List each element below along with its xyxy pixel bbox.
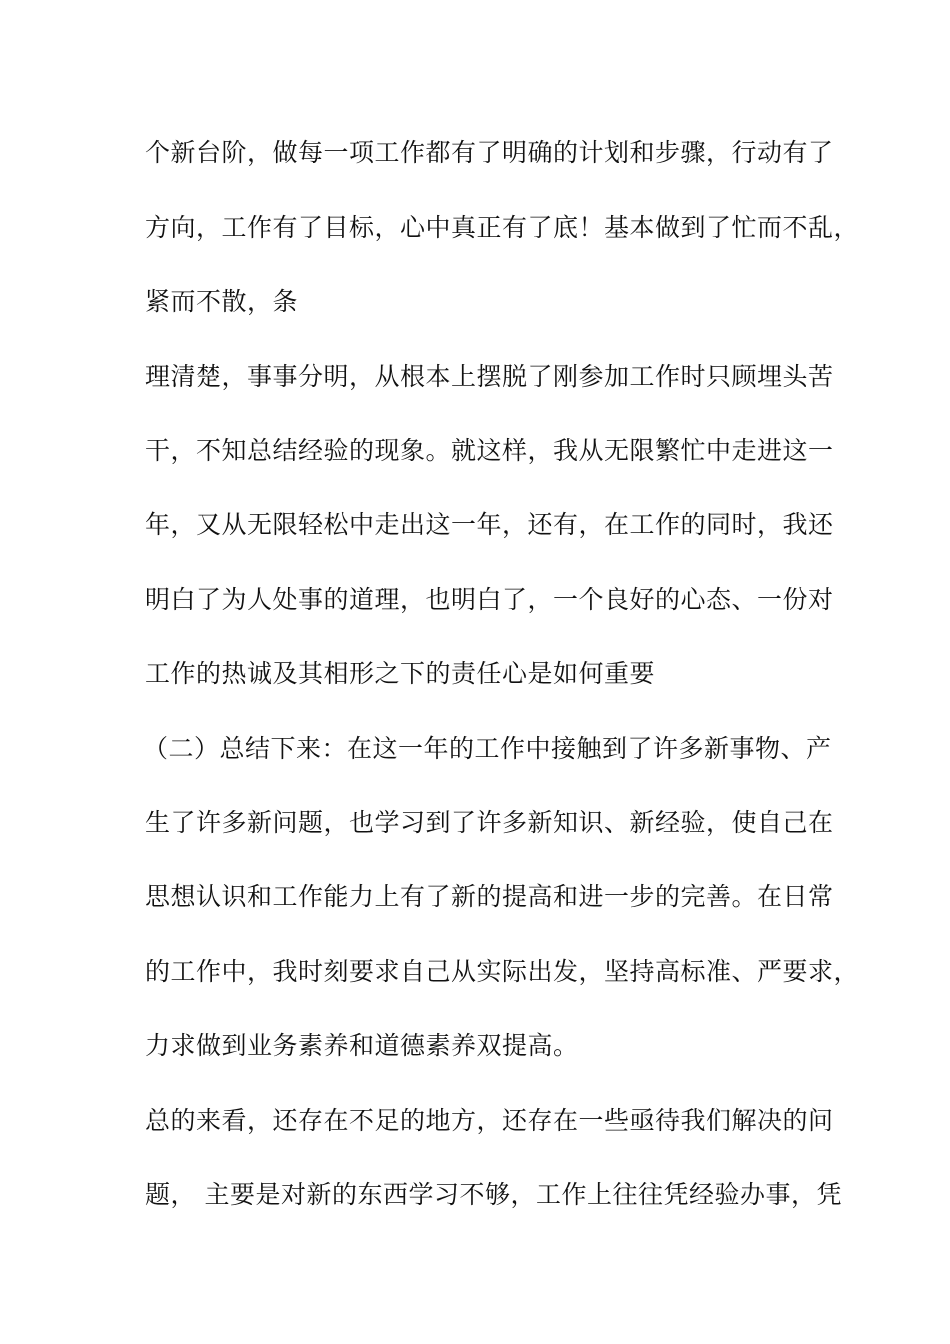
text-line: 个新台阶，做每一项工作都有了明确的计划和步骤，行动有了 [145, 138, 834, 167]
text-line: 明白了为人处事的道理，也明白了，一个良好的心态、一份对 [145, 585, 834, 614]
text-line: 干，不知总结经验的现象。就这样，我从无限繁忙中走进这一 [145, 436, 834, 465]
text-line: 紧而不散，条 [145, 287, 299, 316]
text-line: 工作的热诚及其相形之下的责任心是如何重要 [145, 659, 656, 688]
text-line: 题， 主要是对新的东西学习不够，工作上往往凭经验办事，凭 [145, 1180, 842, 1209]
text-line: 总的来看，还存在不足的地方，还存在一些亟待我们解决的问 [145, 1106, 834, 1135]
text-line: 理清楚，事事分明，从根本上摆脱了刚参加工作时只顾埋头苦 [145, 362, 834, 391]
text-line: 生了许多新问题，也学习到了许多新知识、新经验，使自己在 [145, 808, 834, 837]
text-line: 的工作中，我时刻要求自己从实际出发，坚持高标准、严要求， [145, 957, 860, 986]
text-line: 方向，工作有了目标，心中真正有了底！基本做到了忙而不乱， [145, 213, 860, 242]
text-line: 年，又从无限轻松中走出这一年，还有，在工作的同时，我还 [145, 510, 834, 539]
text-line: 力求做到业务素养和道德素养双提高。 [145, 1031, 579, 1060]
section-heading-line: （二）总结下来：在这一年的工作中接触到了许多新事物、产 [143, 734, 832, 763]
text-line: 思想认识和工作能力上有了新的提高和进一步的完善。在日常 [145, 882, 834, 911]
